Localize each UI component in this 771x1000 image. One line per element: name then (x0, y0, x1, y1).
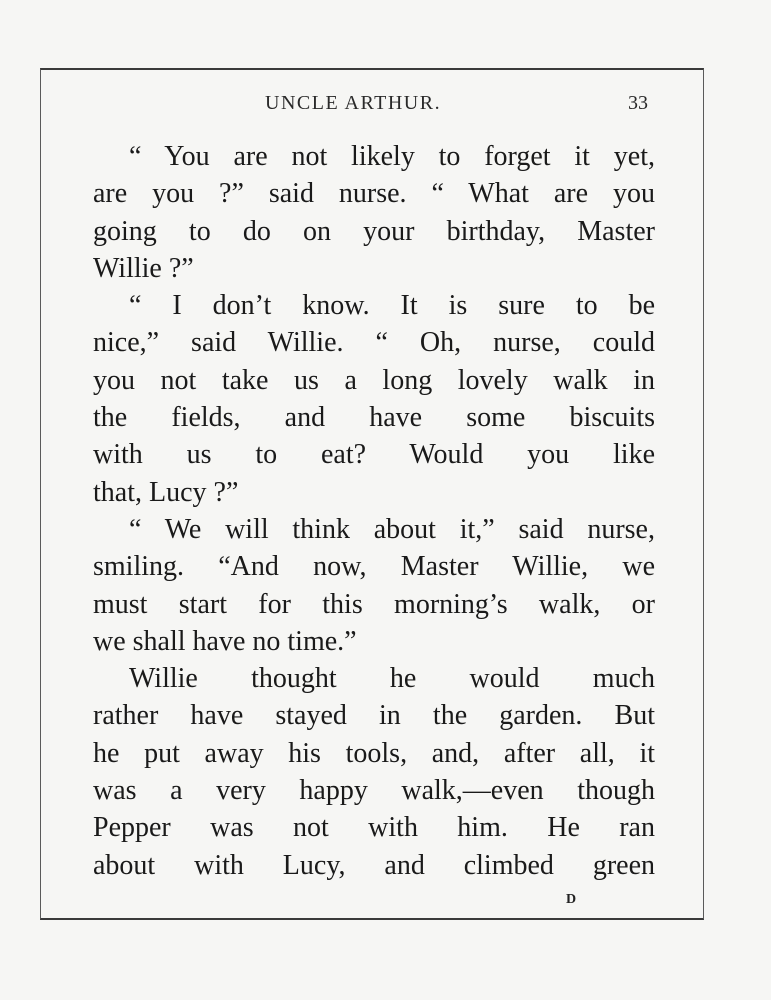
text-line-18: was a very happy walk,—even though (93, 775, 655, 807)
text-line-11: “ We will think about it,” said nurse, (129, 513, 655, 545)
text-line-5: “ I don’t know. It is sure to be (129, 290, 655, 322)
text-line-7: you not take us a long lovely walk in (93, 364, 655, 396)
running-title: UNCLE ARTHUR. (265, 92, 442, 114)
text-line-10: that, Lucy ?” (93, 476, 239, 508)
text-line-4: Willie ?” (93, 252, 194, 284)
text-line-13: must start for this morning’s walk, or (93, 588, 655, 620)
body-text (93, 138, 655, 884)
page-number: 33 (628, 92, 648, 114)
text-line-20: about with Lucy, and climbed green (93, 849, 655, 881)
text-line-8: the fields, and have some biscuits (93, 402, 655, 434)
text-line-14: we shall have no time.” (93, 625, 357, 657)
text-line-9: with us to eat? Would you like (93, 439, 655, 471)
text-line-2: are you ?” said nurse. “ What are you (93, 178, 655, 210)
text-line-15: Willie thought he would much (129, 663, 655, 695)
running-head (0, 92, 771, 122)
signature-mark: D (566, 892, 577, 907)
text-line-1: “ You are not likely to forget it yet, (129, 141, 655, 172)
text-line-3: going to do on your birthday, Master (93, 215, 655, 247)
text-line-16: rather have stayed in the garden. But (93, 700, 655, 732)
text-line-17: he put away his tools, and, after all, it (93, 737, 655, 769)
text-line-19: Pepper was not with him. He ran (93, 812, 655, 844)
text-line-12: smiling. “And now, Master Willie, we (93, 551, 655, 583)
text-line-6: nice,” said Willie. “ Oh, nurse, could (93, 327, 655, 359)
